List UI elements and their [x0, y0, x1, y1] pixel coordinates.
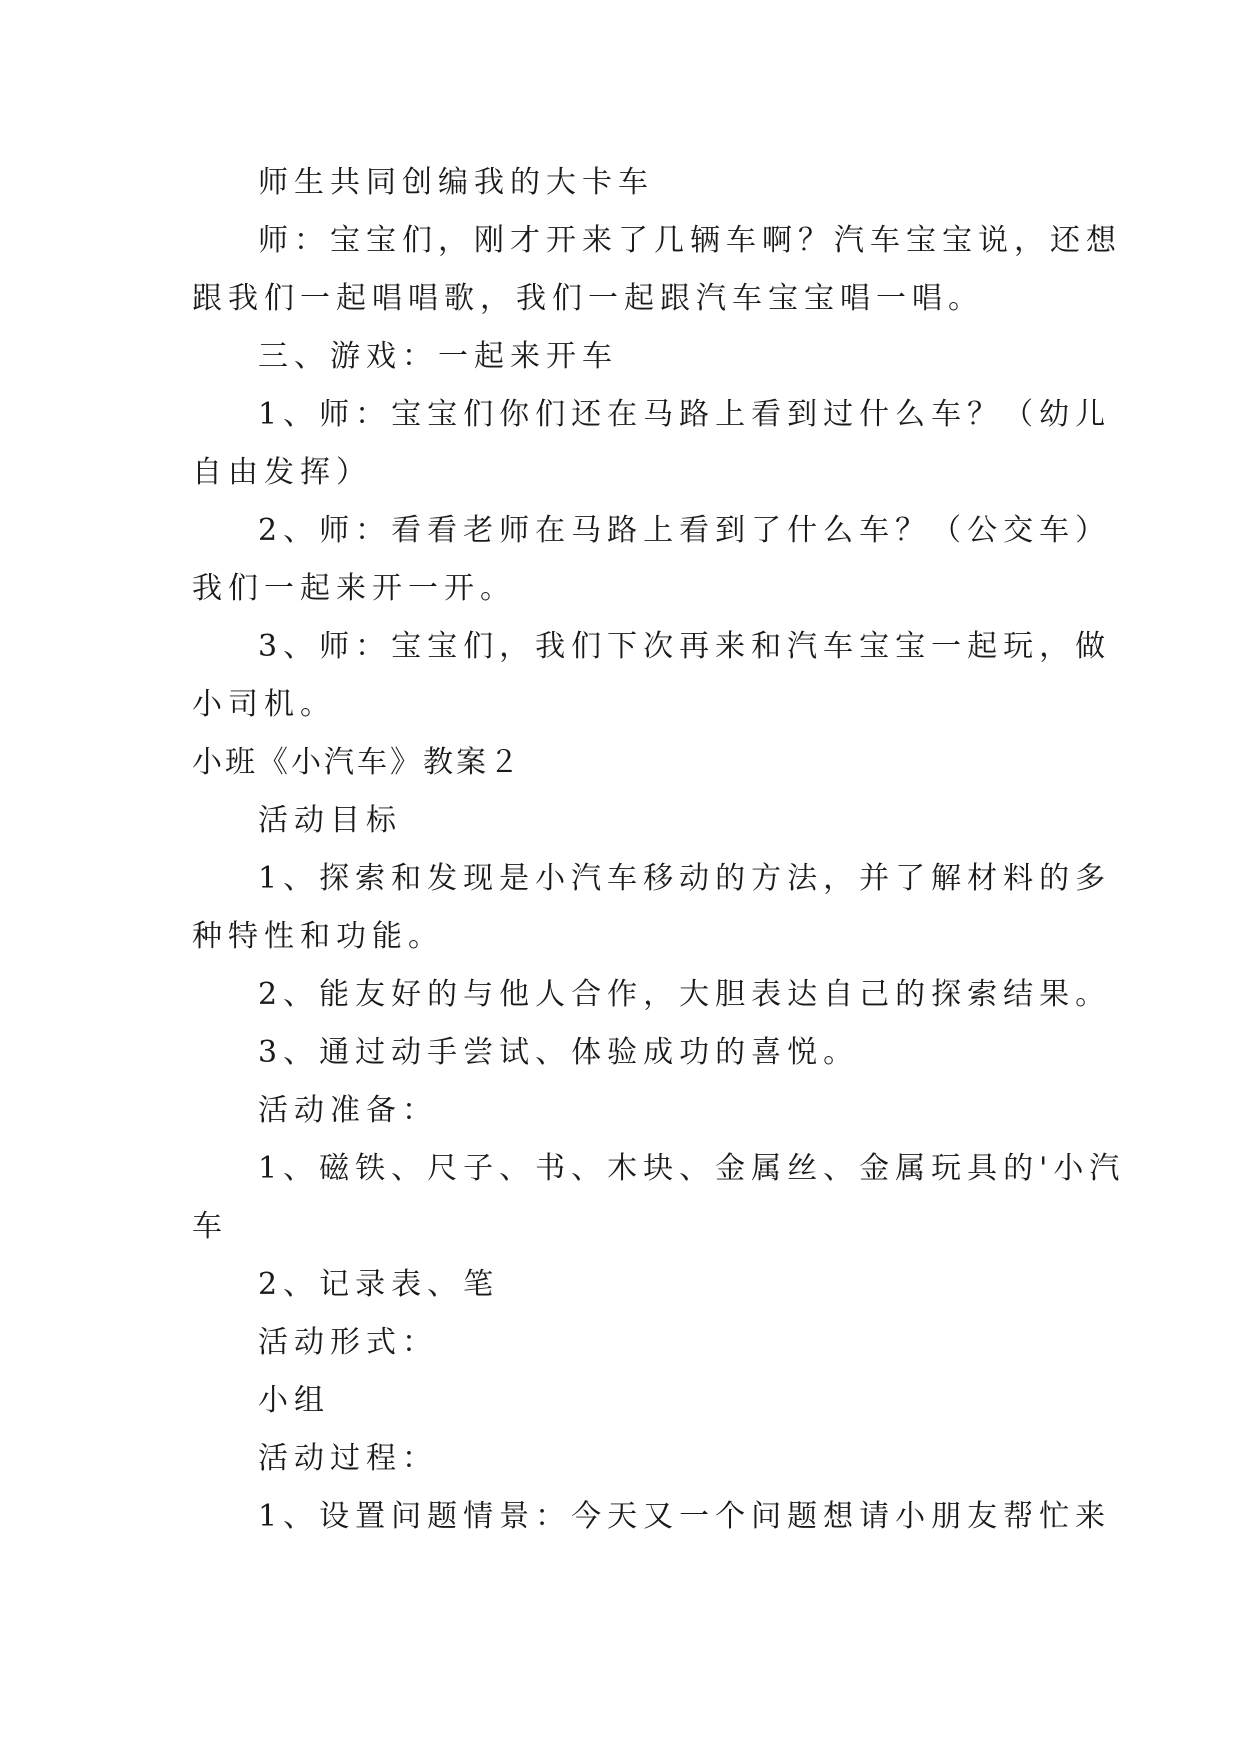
paragraph-line: 3、师：宝宝们，我们下次再来和汽车宝宝一起玩，做 — [258, 629, 1112, 664]
paragraph-line: 活动目标 — [258, 803, 402, 838]
paragraph-line: 1、师：宝宝们你们还在马路上看到过什么车？（幼儿 — [258, 397, 1112, 432]
paragraph-line: 我们一起来开一开。 — [192, 571, 516, 606]
paragraph-line: 1、探索和发现是小汽车移动的方法，并了解材料的多 — [258, 861, 1112, 896]
paragraph-line: 3、通过动手尝试、体验成功的喜悦。 — [258, 1035, 860, 1070]
paragraph-line: 活动形式： — [258, 1325, 438, 1360]
paragraph-line: 2、能友好的与他人合作，大胆表达自己的探索结果。 — [258, 977, 1112, 1012]
paragraph-line: 活动过程： — [258, 1441, 438, 1476]
paragraph-line: 2、师：看看老师在马路上看到了什么车？（公交车） — [258, 513, 1112, 548]
section-heading: 小班《小汽车》教案２ — [192, 745, 522, 780]
paragraph-line: 1、磁铁、尺子、书、木块、金属丝、金属玩具的'小汽 — [258, 1151, 1126, 1186]
paragraph-line: 活动准备： — [258, 1093, 438, 1128]
paragraph-line: 师生共同创编我的大卡车 — [258, 165, 654, 200]
paragraph-line: 种特性和功能。 — [192, 919, 444, 954]
paragraph-line: 小司机。 — [192, 687, 336, 722]
paragraph-line: 师：宝宝们，刚才开来了几辆车啊？汽车宝宝说，还想 — [258, 223, 1122, 258]
paragraph-line: 三、游戏：一起来开车 — [258, 339, 618, 374]
paragraph-line: 1、设置问题情景：今天又一个问题想请小朋友帮忙来 — [258, 1499, 1112, 1534]
paragraph-line: 车 — [192, 1209, 228, 1244]
paragraph-line: 自由发挥） — [192, 455, 372, 490]
paragraph-line: 跟我们一起唱唱歌，我们一起跟汽车宝宝唱一唱。 — [192, 281, 984, 316]
paragraph-line: 2、记录表、笔 — [258, 1267, 500, 1302]
paragraph-line: 小组 — [258, 1383, 330, 1418]
